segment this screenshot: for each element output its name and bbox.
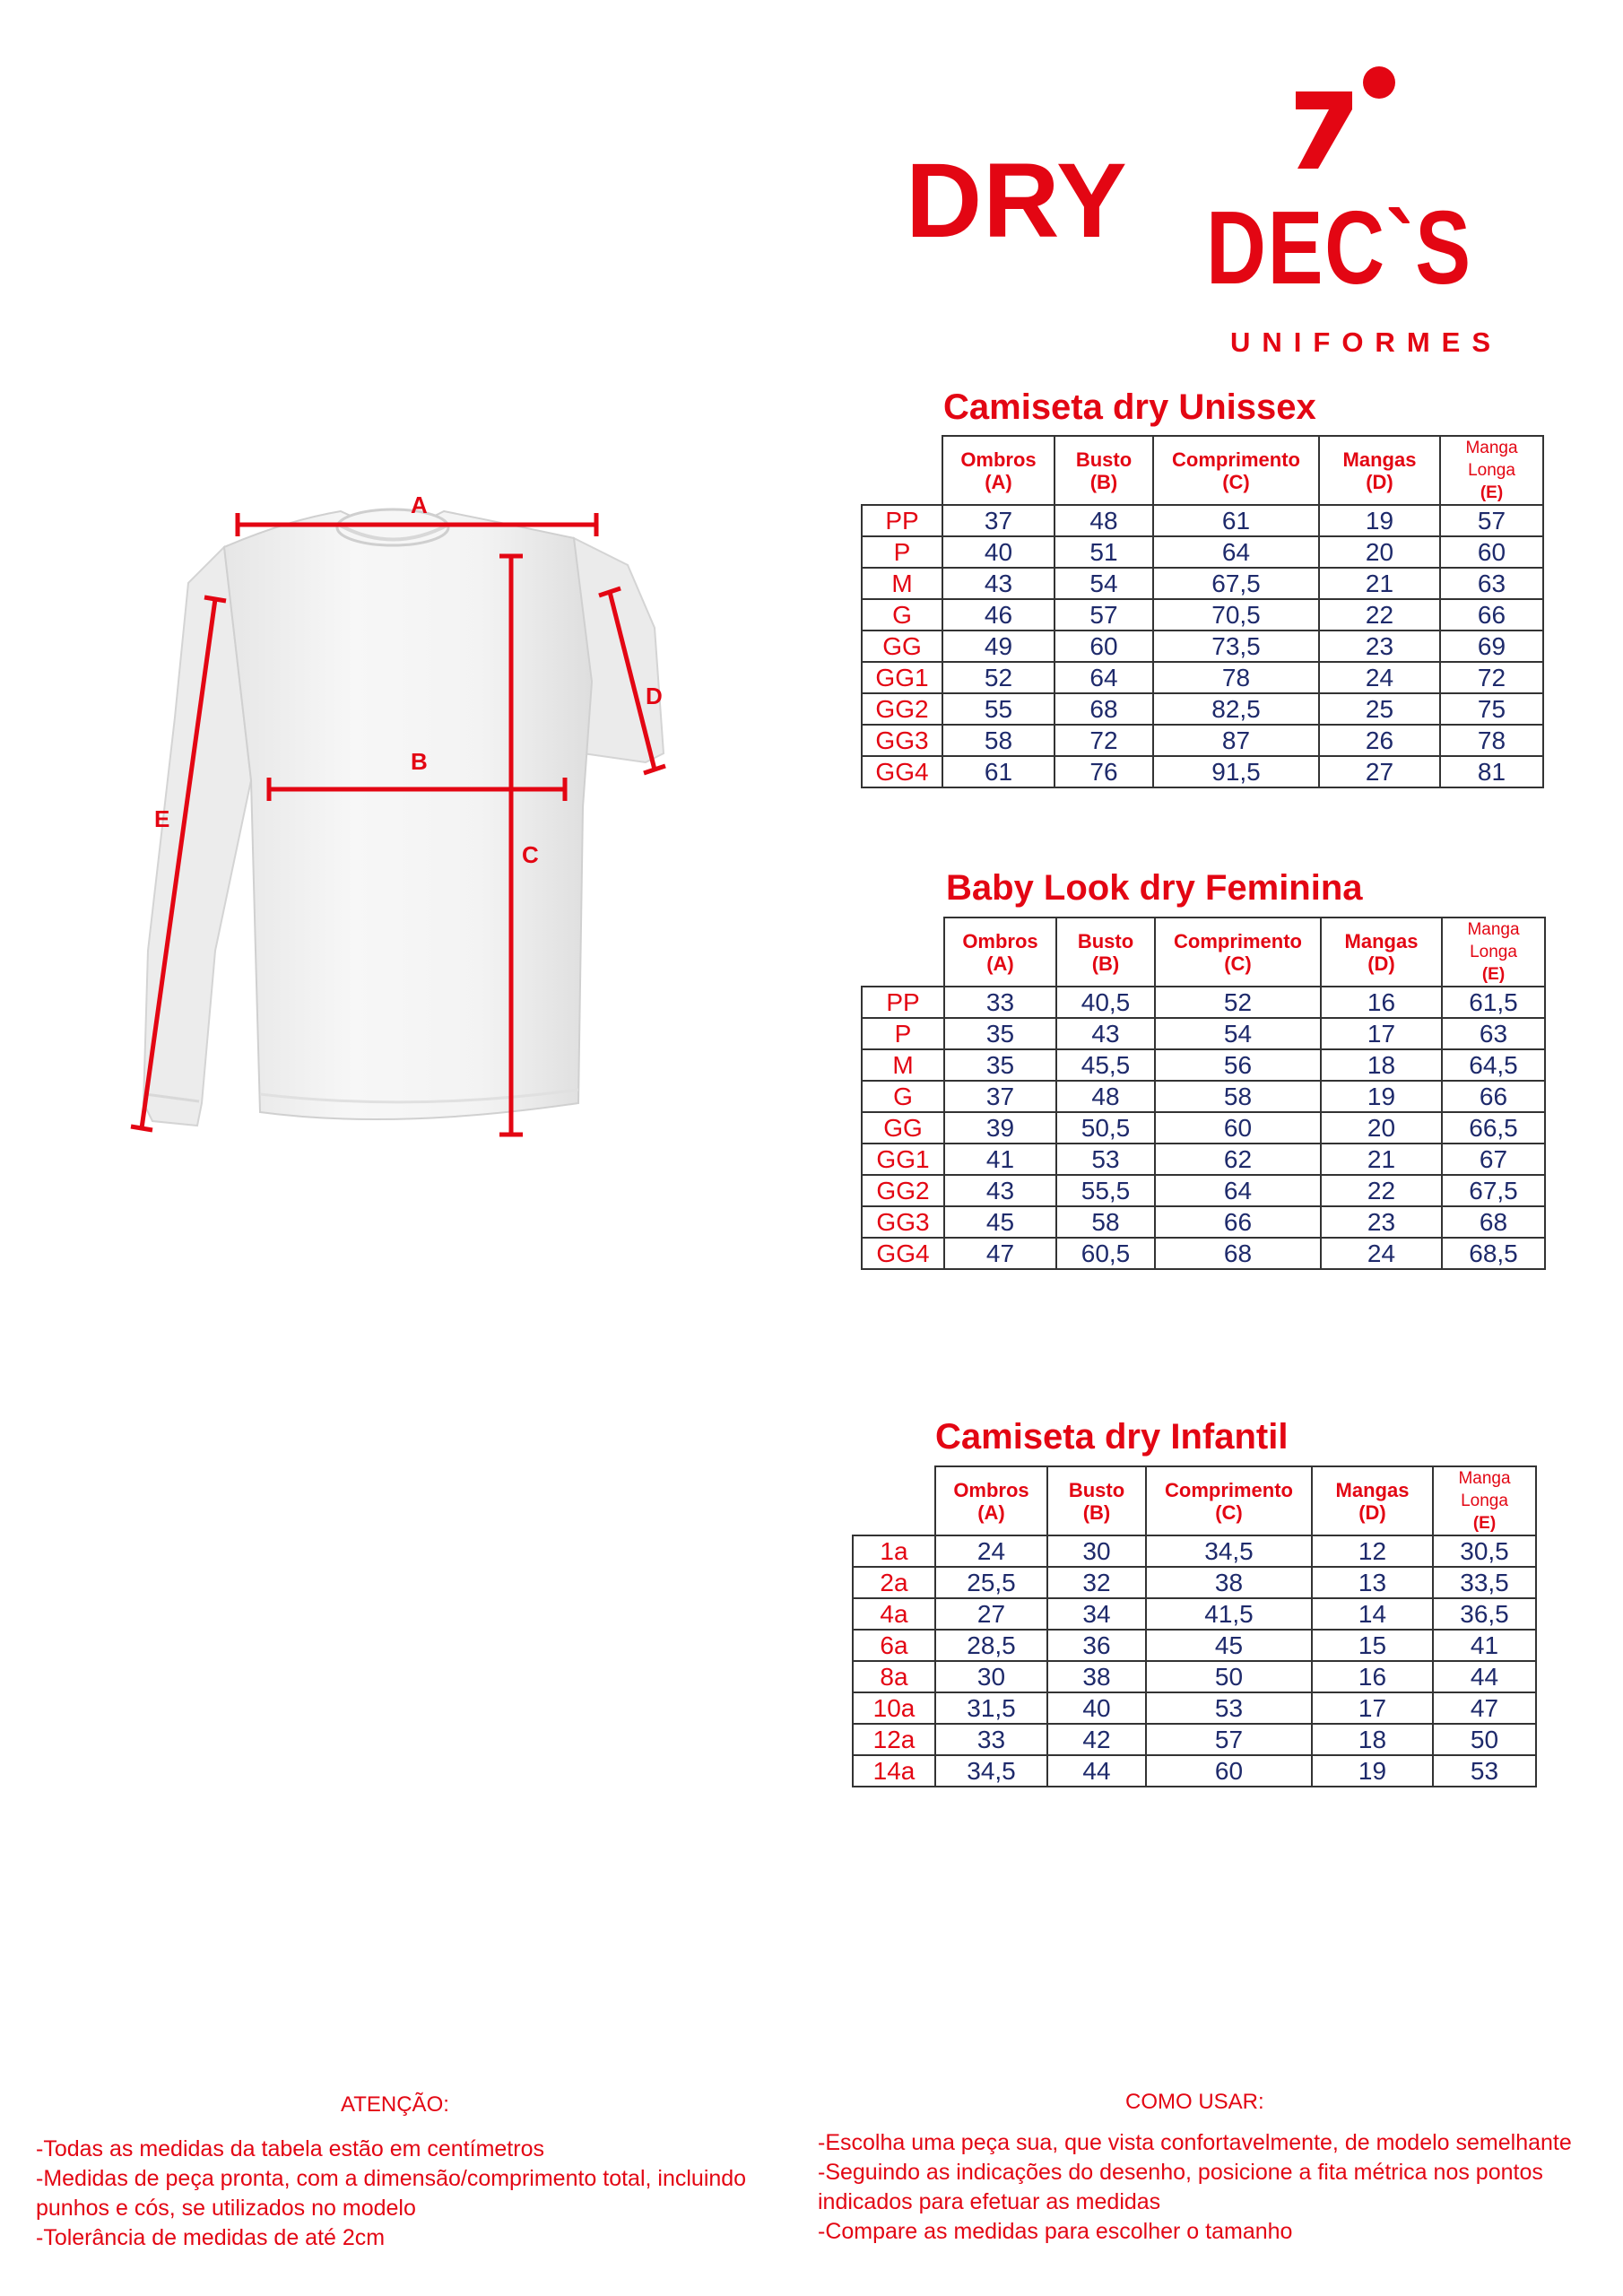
- measurement-cell: 46: [942, 599, 1055, 631]
- col-header-mangas: [1319, 436, 1440, 505]
- table-row: [862, 1081, 1545, 1112]
- measurement-cell: 26: [1319, 725, 1440, 756]
- measurement-cell: 13: [1312, 1567, 1433, 1598]
- table-row: [862, 693, 1543, 725]
- measurement-cell: 14: [1312, 1598, 1433, 1630]
- measurement-cell: 53: [1056, 1144, 1155, 1175]
- column-header-text: Manga Longa: [1458, 1469, 1511, 1510]
- measurement-cell: 68: [1442, 1206, 1545, 1238]
- column-header-text: Mangas: [1335, 1478, 1410, 1501]
- size-label-cell: 4a: [853, 1598, 935, 1630]
- col-header-manga-longa: [1440, 436, 1543, 505]
- measurement-cell: 21: [1321, 1144, 1442, 1175]
- measurement-cell: 48: [1055, 505, 1153, 536]
- table-title-baby-look: Baby Look dry Feminina: [946, 868, 1363, 908]
- measurement-cell: 60: [1155, 1112, 1321, 1144]
- measurement-cell: 70,5: [1153, 599, 1319, 631]
- column-header-text: (B): [1082, 1500, 1111, 1524]
- size-table-infantil: [852, 1465, 1537, 1787]
- measurement-cell: 35: [944, 1049, 1056, 1081]
- table-row: [853, 1567, 1536, 1598]
- measurement-cell: 33: [935, 1724, 1047, 1755]
- size-label-cell: G: [862, 1081, 944, 1112]
- col-header-mangas: [1312, 1466, 1433, 1535]
- measurement-cell: 16: [1312, 1661, 1433, 1692]
- measurement-cell: 67: [1442, 1144, 1545, 1175]
- measurement-cell: 34: [1047, 1598, 1146, 1630]
- attention-line: punhos e cós, se utilizados no modelo: [36, 2196, 416, 2221]
- size-label-cell: GG4: [862, 756, 942, 787]
- measurement-cell: 64,5: [1442, 1049, 1545, 1081]
- column-header-text: (E): [1472, 1514, 1497, 1533]
- measurement-cell: 69: [1440, 631, 1543, 662]
- size-label-cell: GG2: [862, 1175, 944, 1206]
- table-row: [853, 1692, 1536, 1724]
- measurement-cell: 52: [942, 662, 1055, 693]
- col-header-comprimento: [1153, 436, 1319, 505]
- measurement-cell: 41: [944, 1144, 1056, 1175]
- column-header-text: (C): [1224, 952, 1252, 975]
- table-row: [862, 631, 1543, 662]
- col-header-busto: [1056, 918, 1155, 987]
- measurement-cell: 60: [1055, 631, 1153, 662]
- measurement-cell: 43: [1056, 1018, 1155, 1049]
- measurement-cell: 58: [1056, 1206, 1155, 1238]
- table-row: [862, 1049, 1545, 1081]
- measurement-cell: 19: [1321, 1081, 1442, 1112]
- size-table-baby-look: [861, 917, 1546, 1270]
- measurement-cell: 21: [1319, 568, 1440, 599]
- measurement-cell: 56: [1155, 1049, 1321, 1081]
- size-label-cell: 12a: [853, 1724, 935, 1755]
- table-row: [862, 568, 1543, 599]
- size-label-cell: G: [862, 599, 942, 631]
- table-row: [862, 505, 1543, 536]
- table-header-row: [862, 436, 1543, 505]
- measurement-cell: 57: [1146, 1724, 1312, 1755]
- measurement-cell: 63: [1440, 568, 1543, 599]
- attention-title: ATENÇÃO:: [341, 2092, 449, 2117]
- measurement-cell: 41,5: [1146, 1598, 1312, 1630]
- measurement-cell: 17: [1321, 1018, 1442, 1049]
- col-header-comprimento: [1155, 918, 1321, 987]
- dimension-b-label: B: [411, 748, 428, 775]
- measurement-cell: 20: [1319, 536, 1440, 568]
- measurement-cell: 60: [1146, 1755, 1312, 1787]
- measurement-cell: 57: [1055, 599, 1153, 631]
- column-header-text: Busto: [1075, 448, 1133, 471]
- measurement-cell: 25: [1319, 693, 1440, 725]
- header-corner-cell: [862, 436, 942, 505]
- measurement-cell: 58: [942, 725, 1055, 756]
- measurement-cell: 61: [1153, 505, 1319, 536]
- size-label-cell: GG4: [862, 1238, 944, 1269]
- measurement-cell: 27: [1319, 756, 1440, 787]
- measurement-cell: 30: [935, 1661, 1047, 1692]
- measurement-cell: 63: [1442, 1018, 1545, 1049]
- how-to-use-line: indicados para efetuar as medidas: [818, 2189, 1161, 2214]
- logo-seven-icon: [1296, 91, 1352, 169]
- measurement-cell: 41: [1433, 1630, 1536, 1661]
- measurement-cell: 61,5: [1442, 987, 1545, 1018]
- measurement-cell: 33: [944, 987, 1056, 1018]
- column-header-text: (C): [1222, 470, 1250, 493]
- measurement-cell: 22: [1319, 599, 1440, 631]
- measurement-cell: 60,5: [1056, 1238, 1155, 1269]
- size-label-cell: GG: [862, 631, 942, 662]
- measurement-cell: 40: [942, 536, 1055, 568]
- table-row: [862, 1112, 1545, 1144]
- column-header-text: (A): [977, 1500, 1005, 1524]
- table-row: [862, 725, 1543, 756]
- attention-line: -Tolerância de medidas de até 2cm: [36, 2225, 386, 2250]
- measurement-cell: 43: [944, 1175, 1056, 1206]
- table-row: [862, 1238, 1545, 1269]
- measurement-cell: 47: [1433, 1692, 1536, 1724]
- measurement-cell: 73,5: [1153, 631, 1319, 662]
- measurement-cell: 36: [1047, 1630, 1146, 1661]
- measurement-cell: 19: [1312, 1755, 1433, 1787]
- column-header-text: Ombros: [953, 1478, 1029, 1501]
- column-header-text: Mangas: [1344, 929, 1419, 952]
- column-header-text: (E): [1480, 483, 1504, 502]
- size-label-cell: P: [862, 1018, 944, 1049]
- measurement-cell: 19: [1319, 505, 1440, 536]
- measurement-cell: 34,5: [1146, 1535, 1312, 1567]
- shirt-measurement-diagram: [126, 484, 735, 1166]
- attention-line: -Medidas de peça pronta, com a dimensão/comprimento total, incluindo: [36, 2166, 747, 2191]
- measurement-cell: 12: [1312, 1535, 1433, 1567]
- size-label-cell: 1a: [853, 1535, 935, 1567]
- table-row: [853, 1661, 1536, 1692]
- column-header-text: Busto: [1077, 929, 1134, 952]
- column-header-text: (A): [986, 952, 1014, 975]
- column-header-text: (A): [985, 470, 1012, 493]
- column-header-text: Ombros: [960, 448, 1037, 471]
- measurement-cell: 45: [944, 1206, 1056, 1238]
- size-label-cell: 10a: [853, 1692, 935, 1724]
- measurement-cell: 82,5: [1153, 693, 1319, 725]
- measurement-cell: 78: [1440, 725, 1543, 756]
- size-label-cell: GG3: [862, 725, 942, 756]
- table-row: [862, 1175, 1545, 1206]
- size-label-cell: GG: [862, 1112, 944, 1144]
- column-header-text: (B): [1091, 952, 1120, 975]
- column-header-text: Ombros: [962, 929, 1038, 952]
- column-header-text: Mangas: [1342, 448, 1417, 471]
- measurement-cell: 75: [1440, 693, 1543, 725]
- brand-subtitle: UNIFORMES: [1230, 326, 1502, 358]
- measurement-cell: 53: [1433, 1755, 1536, 1787]
- measurement-cell: 44: [1433, 1661, 1536, 1692]
- table-row: [853, 1755, 1536, 1787]
- col-header-ombros: [942, 436, 1055, 505]
- page-title: DRY: [906, 142, 1128, 260]
- measurement-cell: 66: [1440, 599, 1543, 631]
- size-label-cell: P: [862, 536, 942, 568]
- size-label-cell: 2a: [853, 1567, 935, 1598]
- column-header-text: (E): [1481, 965, 1506, 984]
- measurement-cell: 20: [1321, 1112, 1442, 1144]
- dimension-a-label: A: [411, 491, 428, 518]
- measurement-cell: 30: [1047, 1535, 1146, 1567]
- measurement-cell: 18: [1312, 1724, 1433, 1755]
- column-header-text: (C): [1215, 1500, 1243, 1524]
- measurement-cell: 23: [1321, 1206, 1442, 1238]
- measurement-cell: 27: [935, 1598, 1047, 1630]
- table-header-row: [853, 1466, 1536, 1535]
- measurement-cell: 42: [1047, 1724, 1146, 1755]
- measurement-cell: 36,5: [1433, 1598, 1536, 1630]
- measurement-cell: 66: [1442, 1081, 1545, 1112]
- measurement-cell: 37: [944, 1081, 1056, 1112]
- column-header-text: Comprimento: [1174, 929, 1302, 952]
- table-title-unissex: Camiseta dry Unissex: [943, 387, 1316, 427]
- measurement-cell: 38: [1047, 1661, 1146, 1692]
- measurement-cell: 18: [1321, 1049, 1442, 1081]
- measurement-cell: 33,5: [1433, 1567, 1536, 1598]
- column-header-text: Comprimento: [1172, 448, 1300, 471]
- measurement-cell: 34,5: [935, 1755, 1047, 1787]
- table-row: [862, 536, 1543, 568]
- measurement-cell: 15: [1312, 1630, 1433, 1661]
- dimension-e-label: E: [154, 805, 170, 832]
- table-row: [862, 756, 1543, 787]
- measurement-cell: 28,5: [935, 1630, 1047, 1661]
- measurement-cell: 49: [942, 631, 1055, 662]
- col-header-busto: [1047, 1466, 1146, 1535]
- col-header-ombros: [935, 1466, 1047, 1535]
- measurement-cell: 64: [1153, 536, 1319, 568]
- col-header-ombros: [944, 918, 1056, 987]
- measurement-cell: 60: [1440, 536, 1543, 568]
- col-header-manga-longa: [1433, 1466, 1536, 1535]
- measurement-cell: 78: [1153, 662, 1319, 693]
- table-header-row: [862, 918, 1545, 987]
- measurement-cell: 68: [1155, 1238, 1321, 1269]
- measurement-cell: 38: [1146, 1567, 1312, 1598]
- column-header-text: (D): [1367, 952, 1395, 975]
- table-row: [862, 987, 1545, 1018]
- measurement-cell: 52: [1155, 987, 1321, 1018]
- size-label-cell: GG3: [862, 1206, 944, 1238]
- column-header-text: Manga Longa: [1467, 920, 1520, 961]
- table-row: [853, 1535, 1536, 1567]
- measurement-cell: 72: [1440, 662, 1543, 693]
- measurement-cell: 62: [1155, 1144, 1321, 1175]
- col-header-comprimento: [1146, 1466, 1312, 1535]
- measurement-cell: 17: [1312, 1692, 1433, 1724]
- measurement-cell: 81: [1440, 756, 1543, 787]
- measurement-cell: 24: [935, 1535, 1047, 1567]
- measurement-cell: 66: [1155, 1206, 1321, 1238]
- measurement-cell: 64: [1055, 662, 1153, 693]
- how-to-use-line: -Escolha uma peça sua, que vista confortavelmente, de modelo semelhante: [818, 2130, 1572, 2155]
- col-header-mangas: [1321, 918, 1442, 987]
- table-row: [862, 662, 1543, 693]
- table-row: [853, 1598, 1536, 1630]
- size-label-cell: GG1: [862, 1144, 944, 1175]
- measurement-cell: 16: [1321, 987, 1442, 1018]
- shirt-body: [224, 511, 592, 1119]
- measurement-cell: 58: [1155, 1081, 1321, 1112]
- measurement-cell: 44: [1047, 1755, 1146, 1787]
- measurement-cell: 67,5: [1153, 568, 1319, 599]
- size-label-cell: 14a: [853, 1755, 935, 1787]
- attention-line: -Todas as medidas da tabela estão em centímetros: [36, 2136, 544, 2161]
- measurement-cell: 48: [1056, 1081, 1155, 1112]
- measurement-cell: 55: [942, 693, 1055, 725]
- column-header-text: (D): [1366, 470, 1393, 493]
- brand-name: DEC`S: [1206, 189, 1472, 306]
- measurement-cell: 76: [1055, 756, 1153, 787]
- measurement-cell: 32: [1047, 1567, 1146, 1598]
- col-header-manga-longa: [1442, 918, 1545, 987]
- measurement-cell: 50: [1146, 1661, 1312, 1692]
- dimension-d-label: D: [646, 683, 663, 709]
- logo-dot-icon: [1363, 66, 1395, 99]
- size-label-cell: PP: [862, 505, 942, 536]
- dimension-c-label: C: [522, 841, 539, 868]
- measurement-cell: 87: [1153, 725, 1319, 756]
- header-corner-cell: [862, 918, 944, 987]
- column-header-text: Comprimento: [1165, 1478, 1293, 1501]
- how-to-use-line: -Compare as medidas para escolher o tamanho: [818, 2219, 1293, 2244]
- header-corner-cell: [853, 1466, 935, 1535]
- measurement-cell: 53: [1146, 1692, 1312, 1724]
- measurement-cell: 37: [942, 505, 1055, 536]
- measurement-cell: 66,5: [1442, 1112, 1545, 1144]
- how-to-use-title: COMO USAR:: [1125, 2090, 1264, 2114]
- measurement-cell: 50: [1433, 1724, 1536, 1755]
- measurement-cell: 45: [1146, 1630, 1312, 1661]
- table-row: [862, 1018, 1545, 1049]
- size-label-cell: GG2: [862, 693, 942, 725]
- measurement-cell: 51: [1055, 536, 1153, 568]
- measurement-cell: 40,5: [1056, 987, 1155, 1018]
- measurement-cell: 35: [944, 1018, 1056, 1049]
- measurement-cell: 39: [944, 1112, 1056, 1144]
- measurement-cell: 24: [1321, 1238, 1442, 1269]
- measurement-cell: 25,5: [935, 1567, 1047, 1598]
- size-label-cell: GG1: [862, 662, 942, 693]
- measurement-cell: 57: [1440, 505, 1543, 536]
- measurement-cell: 54: [1155, 1018, 1321, 1049]
- measurement-cell: 68,5: [1442, 1238, 1545, 1269]
- size-label-cell: 6a: [853, 1630, 935, 1661]
- measurement-cell: 64: [1155, 1175, 1321, 1206]
- measurement-cell: 47: [944, 1238, 1056, 1269]
- col-header-busto: [1055, 436, 1153, 505]
- table-row: [862, 1206, 1545, 1238]
- measurement-cell: 22: [1321, 1175, 1442, 1206]
- size-label-cell: PP: [862, 987, 944, 1018]
- size-label-cell: M: [862, 1049, 944, 1081]
- table-row: [862, 1144, 1545, 1175]
- how-to-use-line: -Seguindo as indicações do desenho, posicione a fita métrica nos pontos: [818, 2160, 1543, 2185]
- measurement-cell: 24: [1319, 662, 1440, 693]
- table-title-infantil: Camiseta dry Infantil: [935, 1417, 1289, 1457]
- measurement-cell: 55,5: [1056, 1175, 1155, 1206]
- table-row: [862, 599, 1543, 631]
- measurement-cell: 45,5: [1056, 1049, 1155, 1081]
- size-table-unissex: [861, 435, 1544, 788]
- column-header-text: (D): [1358, 1500, 1386, 1524]
- measurement-cell: 31,5: [935, 1692, 1047, 1724]
- measurement-cell: 30,5: [1433, 1535, 1536, 1567]
- measurement-cell: 23: [1319, 631, 1440, 662]
- size-label-cell: M: [862, 568, 942, 599]
- measurement-cell: 61: [942, 756, 1055, 787]
- table-row: [853, 1630, 1536, 1661]
- column-header-text: Manga Longa: [1465, 439, 1518, 480]
- measurement-cell: 91,5: [1153, 756, 1319, 787]
- measurement-cell: 67,5: [1442, 1175, 1545, 1206]
- measurement-cell: 68: [1055, 693, 1153, 725]
- measurement-cell: 43: [942, 568, 1055, 599]
- column-header-text: (B): [1089, 470, 1118, 493]
- measurement-cell: 40: [1047, 1692, 1146, 1724]
- measurement-cell: 54: [1055, 568, 1153, 599]
- column-header-text: Busto: [1068, 1478, 1125, 1501]
- table-row: [853, 1724, 1536, 1755]
- measurement-cell: 72: [1055, 725, 1153, 756]
- size-label-cell: 8a: [853, 1661, 935, 1692]
- measurement-cell: 50,5: [1056, 1112, 1155, 1144]
